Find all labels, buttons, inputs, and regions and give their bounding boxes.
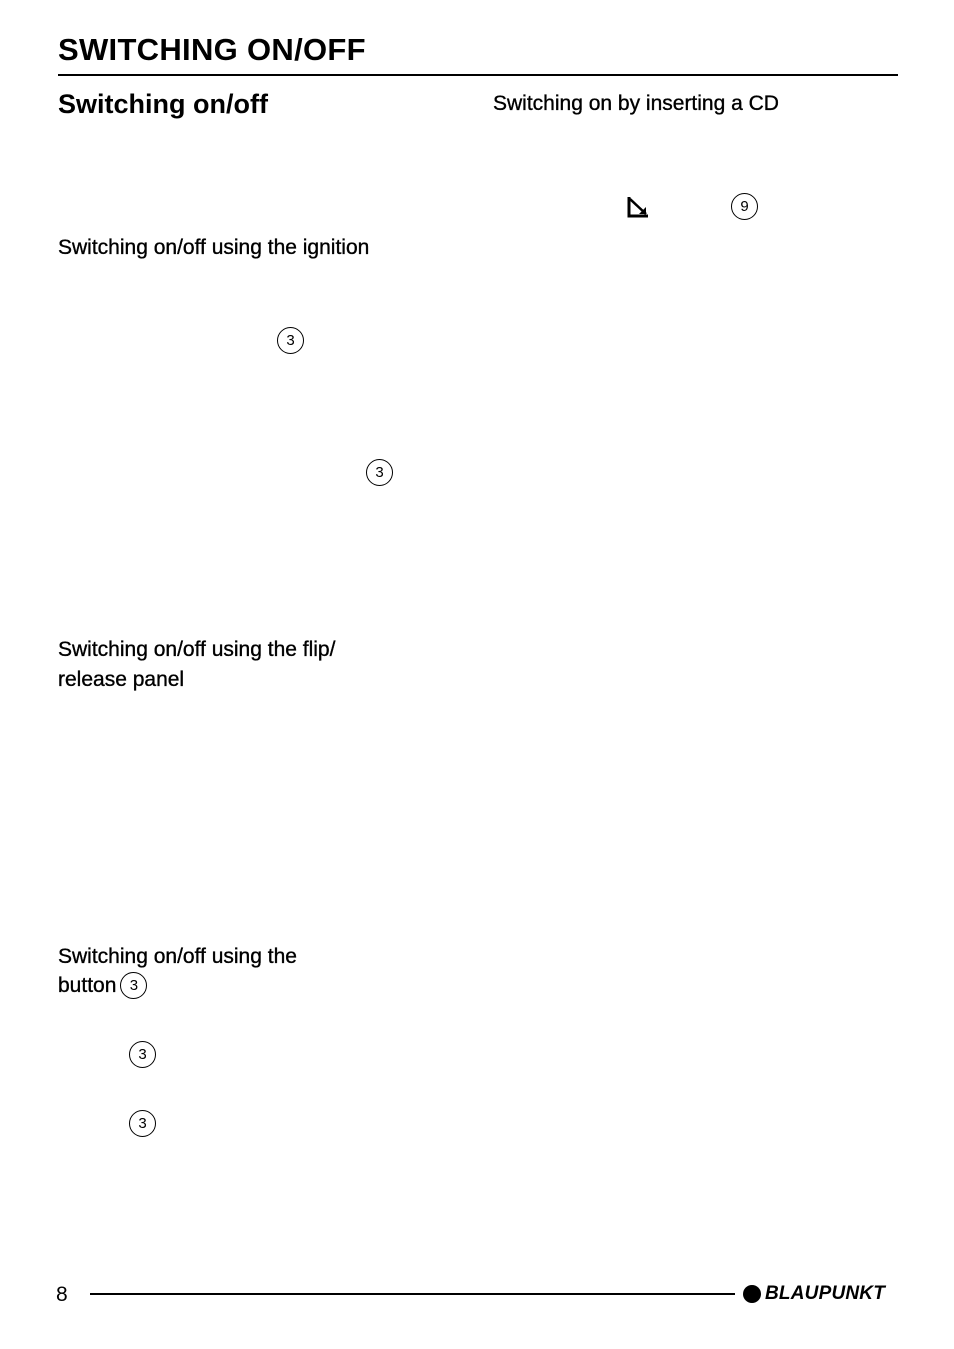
page-number: 8 [56, 1283, 68, 1306]
button-heading-word: button [58, 974, 117, 997]
header-rule [58, 74, 898, 76]
cd-heading: Switching on by inserting a CD [493, 92, 779, 115]
ref-circle-9: 9 [731, 193, 758, 220]
brand-logo [743, 1281, 885, 1307]
brand-name: BLAUPUNKT [765, 1283, 886, 1304]
button-heading-line2 [58, 971, 147, 1001]
eject-symbol-icon [626, 195, 651, 220]
button-heading-line1: Switching on/off using the [58, 945, 297, 968]
ref-circle-3-d: 3 [129, 1110, 156, 1137]
page-header-title: SWITCHING ON/OFF [58, 32, 366, 67]
section-title: Switching on/off [58, 89, 268, 119]
ref-circle-3-b: 3 [366, 459, 393, 486]
flip-panel-heading-line1: Switching on/off using the flip/ [58, 638, 336, 661]
ignition-heading: Switching on/off using the ignition [58, 236, 370, 259]
flip-panel-heading-line2: release panel [58, 668, 185, 691]
ref-circle-3-a: 3 [277, 327, 304, 354]
ref-circle-3-heading: 3 [120, 972, 147, 999]
ref-circle-3-c: 3 [129, 1041, 156, 1068]
brand-dot-icon [743, 1285, 761, 1303]
footer-rule [90, 1293, 735, 1295]
